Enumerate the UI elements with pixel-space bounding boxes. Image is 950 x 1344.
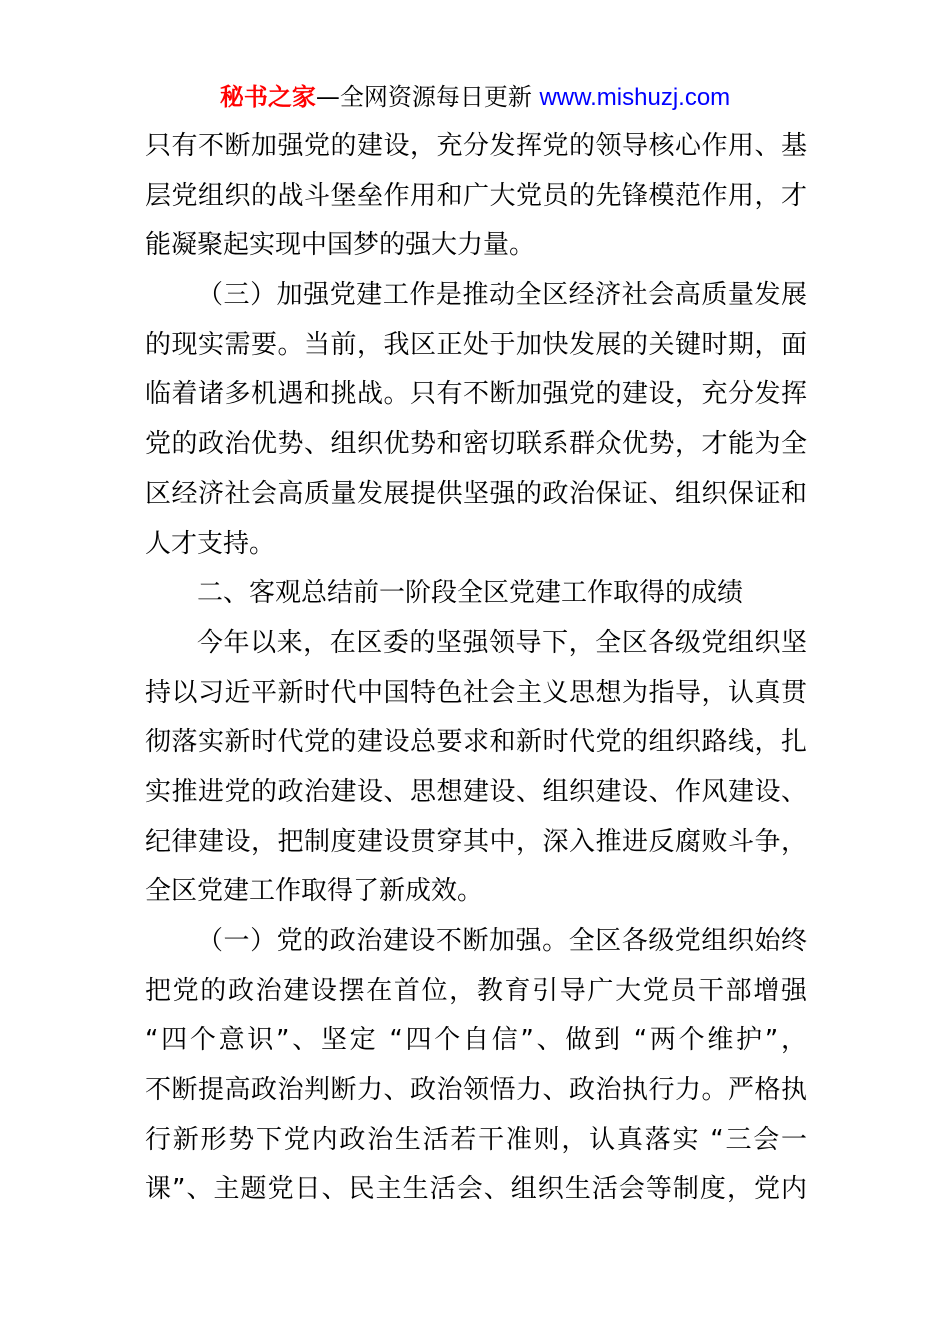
text-line: “四个意识”、坚定 “四个自信”、做到 “两个维护”，	[145, 1025, 807, 1056]
text-line: 行新形势下党内政治生活若干准则，认真落实 “三会一	[145, 1124, 807, 1155]
text-line: 党的政治优势、组织优势和密切联系群众优势，才能为全	[145, 429, 807, 460]
text-line: 彻落实新时代党的建设总要求和新时代党的组织路线，扎	[145, 727, 807, 758]
site-url[interactable]: www.mishuzj.com	[539, 84, 731, 111]
section-heading-line: （一）党的政治建设不断加强。全区各级党组织始终	[197, 926, 807, 956]
document-body	[145, 122, 807, 1215]
chapter-heading: 二、客观总结前一阶段全区党建工作取得的成绩	[197, 578, 744, 609]
text-line: 今年以来，在区委的坚强领导下，全区各级党组织坚	[197, 627, 807, 658]
text-line: 持以习近平新时代中国特色社会主义思想为指导，认真贯	[145, 677, 807, 708]
text-line: 纪律建设，把制度建设贯穿其中，深入推进反腐败斗争，	[145, 826, 807, 857]
text-line: 把党的政治建设摆在首位，教育引导广大党员干部增强	[145, 975, 807, 1006]
text-line: 全区党建工作取得了新成效。	[145, 876, 484, 907]
text-line: 不断提高政治判断力、政治领悟力、政治执行力。严格执	[145, 1075, 807, 1106]
site-tagline: —全网资源每日更新	[315, 83, 540, 111]
text-line: 只有不断加强党的建设，充分发挥党的领导核心作用、基	[145, 131, 807, 161]
site-header	[0, 80, 950, 115]
text-line: 实推进党的政治建设、思想建设、组织建设、作风建设、	[145, 776, 807, 807]
text-line: 区经济社会高质量发展提供坚强的政治保证、组织保证和	[145, 478, 807, 509]
text-line: 的现实需要。当前，我区正处于加快发展的关键时期，面	[145, 329, 807, 360]
section-heading-line: （三）加强党建工作是推动全区经济社会高质量发展	[197, 280, 807, 311]
text-line: 临着诸多机遇和挑战。只有不断加强党的建设，充分发挥	[145, 379, 807, 410]
site-brand: 秘书之家	[219, 83, 316, 111]
text-line: 能凝聚起实现中国梦的强大力量。	[145, 230, 536, 261]
text-line: 层党组织的战斗堡垒作用和广大党员的先锋模范作用，才	[145, 180, 807, 211]
text-line: 课”、主题党日、民主生活会、组织生活会等制度，党内	[145, 1174, 807, 1205]
text-line: 人才支持。	[145, 528, 276, 559]
